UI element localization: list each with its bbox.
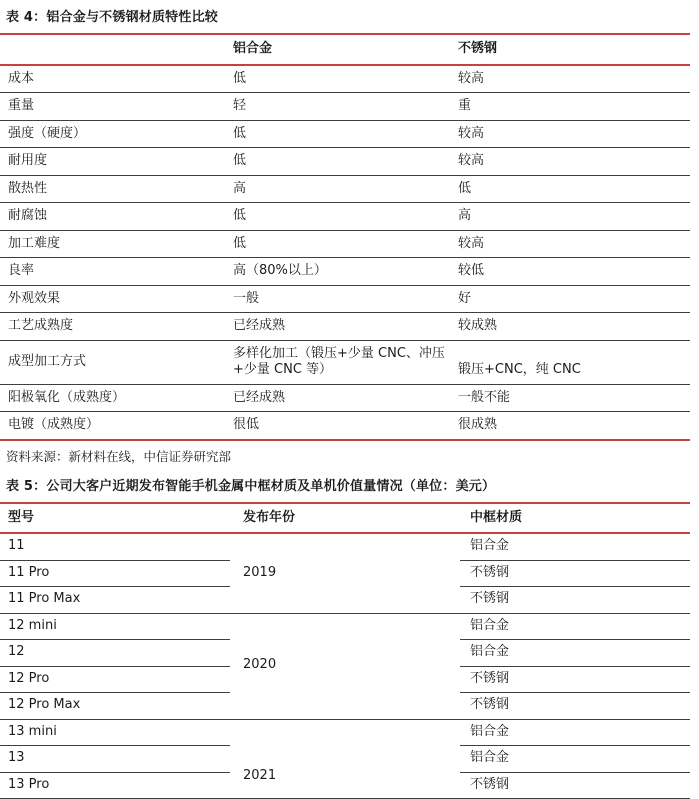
table4-cell-col2: 低 [226,148,451,176]
table4-cell-col3: 锻压+CNC，纯 CNC [451,340,690,384]
table5-section [0,479,699,799]
model-cell: 11 Pro Max [0,587,230,614]
table4-cell-col3: 低 [451,175,690,203]
model-cell: 13 Pro [0,772,230,799]
model-cell: 13 mini [0,719,230,746]
table4-cell-col1: 强度（硬度） [0,120,226,148]
table5-header [0,503,690,534]
table5-row [0,613,690,640]
table4-cell-col3: 较高 [451,230,690,258]
table4-cell-col1: 阳极氧化（成熟度） [0,384,226,412]
table4-row [0,258,690,286]
table4-row [0,412,690,440]
table4-cell-col1: 工艺成熟度 [0,313,226,341]
table4-cell-col3: 重 [451,93,690,121]
table4-cell-col3: 较低 [451,258,690,286]
table4-cell-col1: 散热性 [0,175,226,203]
table4-cell-col3: 高 [451,203,690,231]
material-cell: 不锈钢 [460,666,690,693]
table4-cell-col1: 成型加工方式 [0,340,226,384]
table4-cell-col3: 一般不能 [451,384,690,412]
table4-header [0,34,690,65]
table5-title: 表 5：公司大客户近期发布智能手机金属中框材质及单机价值量情况（单位：美元） [0,479,699,495]
table4 [0,33,690,441]
table4-cell-col3: 很成熟 [451,412,690,440]
table4-row [0,285,690,313]
year-cell: 2021 [230,719,460,799]
table4-cell-col2: 低 [226,65,451,93]
model-cell: 12 Pro [0,666,230,693]
table5-header-row [0,503,690,534]
material-cell: 铝合金 [460,613,690,640]
table4-cell-col1: 耐腐蚀 [0,203,226,231]
material-cell: 不锈钢 [460,587,690,614]
table4-row [0,230,690,258]
table4-row [0,203,690,231]
model-cell: 12 mini [0,613,230,640]
table5-header-model: 型号 [0,503,230,534]
material-cell: 铝合金 [460,746,690,773]
table5-header-material: 中框材质 [460,503,690,534]
material-cell: 不锈钢 [460,560,690,587]
model-cell: 11 [0,533,230,560]
table5 [0,502,690,799]
table4-cell-col2: 高 [226,175,451,203]
table4-cell-col3: 较高 [451,120,690,148]
material-cell: 铝合金 [460,719,690,746]
table4-cell-col2: 高（80%以上） [226,258,451,286]
model-cell: 11 Pro [0,560,230,587]
table4-cell-col1: 重量 [0,93,226,121]
table4-cell-col3: 较高 [451,65,690,93]
table4-row [0,175,690,203]
table4-row [0,148,690,176]
material-cell: 铝合金 [460,640,690,667]
table4-cell-col2: 已经成熟 [226,313,451,341]
table4-row [0,93,690,121]
model-cell: 12 Pro Max [0,693,230,720]
table4-cell-col2: 已经成熟 [226,384,451,412]
table4-cell-col1: 成本 [0,65,226,93]
material-cell: 不锈钢 [460,693,690,720]
table5-row [0,533,690,560]
model-cell: 13 [0,746,230,773]
table5-header-year: 发布年份 [230,503,460,534]
table4-cell-col2: 低 [226,120,451,148]
table4-header-aluminum: 铝合金 [226,34,451,65]
table4-cell-col2: 多样化加工（锻压+少量 CNC、冲压+少量 CNC 等） [226,340,451,384]
table4-row [0,65,690,93]
table4-cell-col2: 低 [226,203,451,231]
model-cell: 12 [0,640,230,667]
table4-cell-col1: 良率 [0,258,226,286]
table5-body [0,533,690,799]
table4-header-stainless: 不锈钢 [451,34,690,65]
table4-source-note: 资料来源：新材料在线，中信证券研究部 [0,449,699,464]
table4-section [0,10,699,464]
table4-row [0,384,690,412]
table4-row [0,313,690,341]
table4-cell-col3: 较成熟 [451,313,690,341]
table4-cell-col1: 耐用度 [0,148,226,176]
table4-cell-col2: 低 [226,230,451,258]
table4-header-row [0,34,690,65]
table4-cell-col3: 较高 [451,148,690,176]
table4-cell-col3: 好 [451,285,690,313]
year-cell: 2020 [230,613,460,719]
table4-cell-col1: 加工难度 [0,230,226,258]
table4-row [0,340,690,384]
material-cell: 铝合金 [460,533,690,560]
material-cell: 不锈钢 [460,772,690,799]
table4-cell-col2: 轻 [226,93,451,121]
table4-header-attribute [0,34,226,65]
table4-title: 表 4：铝合金与不锈钢材质特性比较 [0,10,699,26]
table4-cell-col2: 很低 [226,412,451,440]
year-cell: 2019 [230,533,460,613]
table5-row [0,719,690,746]
table4-cell-col1: 电镀（成熟度） [0,412,226,440]
table4-cell-col1: 外观效果 [0,285,226,313]
table4-body [0,65,690,440]
table4-row [0,120,690,148]
table4-cell-col2: 一般 [226,285,451,313]
